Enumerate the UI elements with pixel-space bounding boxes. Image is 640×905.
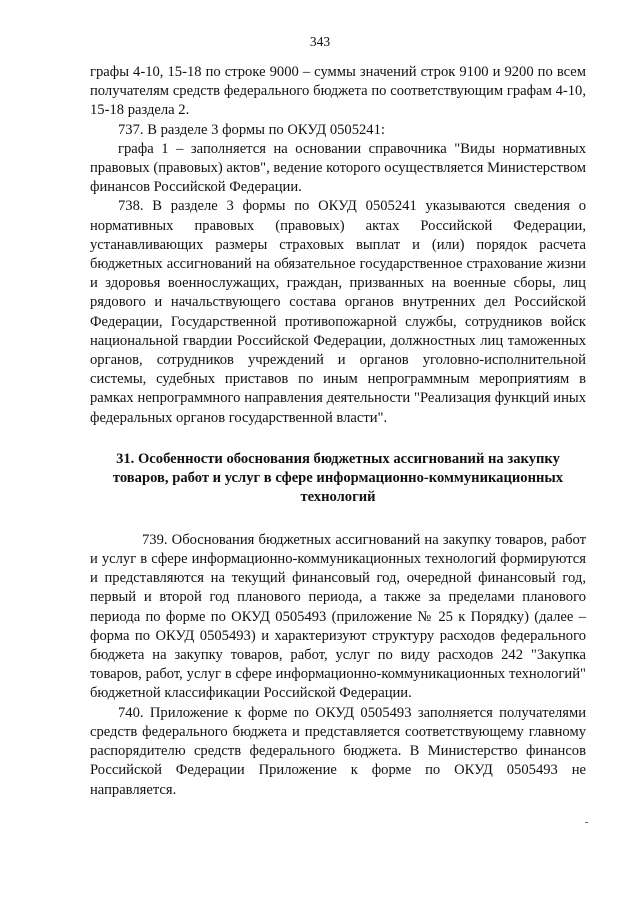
- paragraph-737-column1: графа 1 – заполняется на основании справочника "Виды нормативных правовых (правовых) актов", ведение которого осуществляется Министерством финансов Российской Федерации.: [90, 140, 586, 196]
- scan-artifact: [585, 822, 588, 823]
- section-heading: 31. Особенности обоснования бюджетных ассигнований на закупку товаров, работ и услуг в сфере информационно-коммуникационных технологий: [112, 450, 564, 505]
- paragraph-continuation: графы 4-10, 15-18 по строке 9000 – суммы значений строк 9100 и 9200 по всем получателям средств федерального бюджета по соответствующим графам 4-10, 15-18 раздела 2.: [90, 64, 586, 119]
- paragraph-740: 740. Приложение к форме по ОКУД 0505493 заполняется получателями средств федерального бюджета и представляется соответствующему главному распорядителю средств федерального бюджета. В Министерство финансов Российской Федерации Приложение к форме по ОКУД 0505493 не направляется.: [90, 704, 586, 798]
- paragraph-738: 738. В разделе 3 формы по ОКУД 0505241 указываются сведения о нормативных правовых (правовых) актах Российской Федерации, устанавливающих размеры страховых выплат и (или) порядок расчета бюджетных ассигнований на обязательное государственное страхование жизни и здоровья военнослужащих, граждан, призванных на военные сборы, лиц рядового и начальствующего состава органов внутренних дел Российской Федерации, Государственной противопожарной службы, сотрудников войск национальной гвардии Российской Федерации, должностных лиц таможенных органов, сотрудников учреждений и органов уголовно-исполнительной системы, судебных приставов по иным непрограммным мероприятиям в рамках непрограммного направления деятельности "Реализация функций иных федеральных органов государственной власти".: [90, 198, 586, 426]
- paragraph-739: 739. Обоснования бюджетных ассигнований на закупку товаров, работ и услуг в сфере информационно-коммуникационных технологий формируются и представляются на текущий финансовый год, очередной финансовый год, первый и второй год планового периода, а также за пределами планового периода по форме по ОКУД 0505493 (приложение № 25 к Порядку) (далее – форма по ОКУД 0505493) и характеризуют структуру расходов федерального бюджета на закупку товаров, работ, услуг по виду расходов 242 "Закупка товаров, работ, услуг в сфере информационно-коммуникационных технологий" бюджетной классификации Российской Федерации.: [90, 531, 586, 702]
- paragraph-737: 737. В разделе 3 формы по ОКУД 0505241:: [118, 121, 385, 138]
- document-body: [90, 63, 586, 800]
- page-number: 343: [309, 34, 331, 49]
